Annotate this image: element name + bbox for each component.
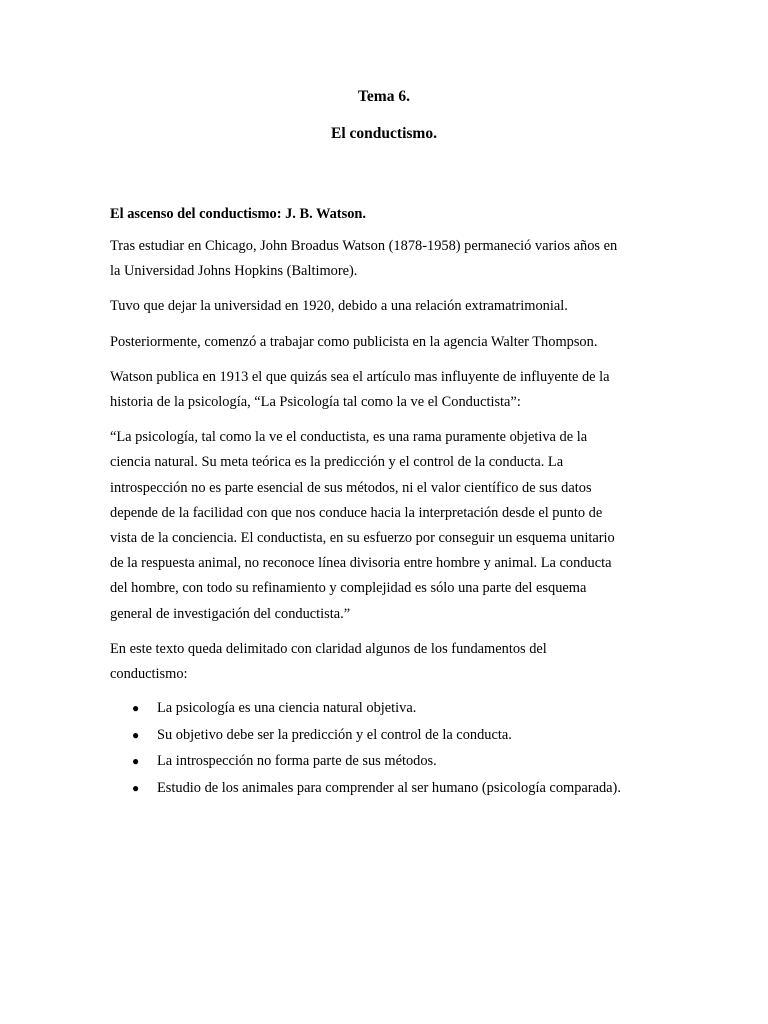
list-item <box>110 699 658 717</box>
paragraph-article <box>110 365 658 415</box>
bullet-list <box>110 699 658 797</box>
text-line: del hombre, con todo su refinamiento y complejidad es sólo una parte del esquema <box>110 580 587 597</box>
section-heading: El ascenso del conductismo: J. B. Watson. <box>110 206 366 222</box>
paragraph-fundamentals <box>110 637 658 687</box>
paragraph-watson-bio <box>110 234 658 284</box>
text-line: Tuvo que dejar la universidad en 1920, debido a una relación extramatrimonial. <box>110 298 568 315</box>
bullet-icon: ● <box>132 754 140 769</box>
list-item <box>110 779 658 797</box>
text-line: En este texto queda delimitado con claridad algunos de los fundamentos del <box>110 640 547 657</box>
text-line: de la respuesta animal, no reconoce línea divisoria entre hombre y animal. La conducta <box>110 555 612 572</box>
list-item-text: La introspección no forma parte de sus métodos. <box>157 753 437 770</box>
document-subtitle: El conductismo. <box>331 125 437 142</box>
paragraph-quote <box>110 425 658 627</box>
text-line: Posteriormente, comenzó a trabajar como publicista en la agencia Walter Thompson. <box>110 333 598 350</box>
bullet-icon: ● <box>132 780 140 795</box>
bullet-icon: ● <box>132 727 140 742</box>
text-line: vista de la conciencia. El conductista, en su esfuerzo por conseguir un esquema unitario <box>110 530 615 547</box>
list-item <box>110 752 658 770</box>
bullet-icon: ● <box>132 701 140 716</box>
text-line: introspección no es parte esencial de sus métodos, ni el valor científico de sus datos <box>110 479 592 496</box>
text-line: ciencia natural. Su meta teórica es la predicción y el control de la conducta. La <box>110 454 564 471</box>
text-line: conductismo: <box>110 666 188 683</box>
list-item-text: La psicología es una ciencia natural objetiva. <box>157 700 417 717</box>
list-item-text: Estudio de los animales para comprender al ser humano (psicología comparada). <box>157 779 621 796</box>
text-line: historia de la psicología, “La Psicología tal como la ve el Conductista”: <box>110 394 521 411</box>
text-line: Tras estudiar en Chicago, John Broadus Watson (1878-1958) permaneció varios años en <box>110 238 618 254</box>
text-line: “La psicología, tal como la ve el conductista, es una rama puramente objetiva de la <box>110 429 588 446</box>
paragraph-publicist <box>110 330 658 355</box>
list-item-text: Su objetivo debe ser la predicción y el control de la conducta. <box>157 726 512 743</box>
text-line: depende de la facilidad con que nos conduce hacia la interpretación desde el punto de <box>110 504 603 521</box>
document-body <box>110 205 658 805</box>
document-title: Tema 6. <box>358 88 410 105</box>
text-line: la Universidad Johns Hopkins (Baltimore). <box>110 263 358 280</box>
paragraph-university <box>110 294 658 319</box>
text-line: Watson publica en 1913 el que quizás sea el artículo mas influyente de influyente de la <box>110 368 610 385</box>
text-line: general de investigación del conductista.” <box>110 605 351 622</box>
list-item <box>110 726 658 744</box>
